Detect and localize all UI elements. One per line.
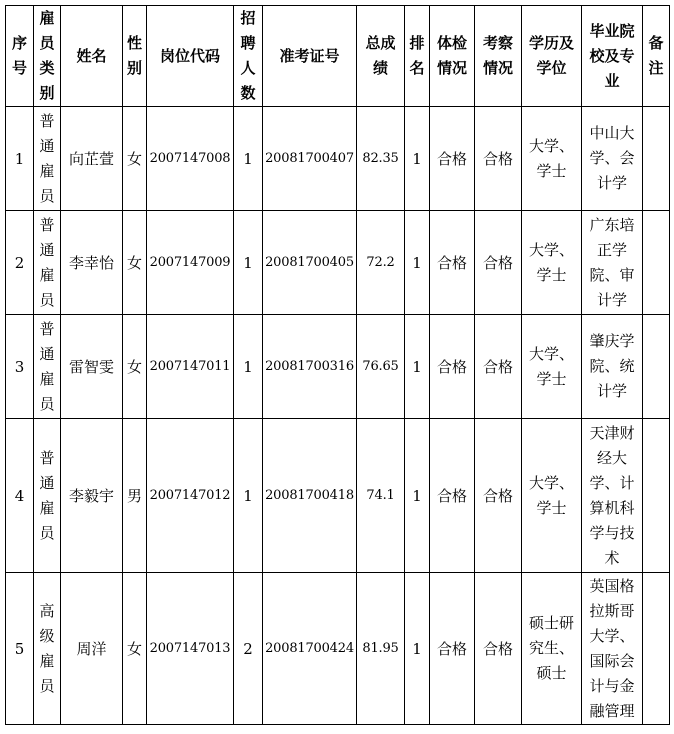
cell-school: 广东培正学院、审计学 (582, 211, 643, 315)
cell-school: 英国格拉斯哥大学、国际会计与金融管理 (582, 573, 643, 725)
cell-quota: 1 (234, 419, 263, 573)
cell-score: 72.2 (357, 211, 405, 315)
cell-check: 合格 (475, 419, 522, 573)
cell-school: 中山大学、会计学 (582, 107, 643, 211)
cell-post: 2007147008 (147, 107, 234, 211)
header-name: 姓名 (61, 6, 123, 107)
cell-type: 普通雇员 (34, 315, 61, 419)
cell-gender: 女 (123, 315, 147, 419)
table-row (6, 419, 670, 573)
cell-seq: 2 (6, 211, 34, 315)
cell-seq: 4 (6, 419, 34, 573)
header-ticket: 准考证号 (263, 6, 357, 107)
table-row (6, 211, 670, 315)
header-note: 备注 (643, 6, 670, 107)
table-row (6, 107, 670, 211)
cell-post: 2007147011 (147, 315, 234, 419)
cell-school: 肇庆学院、统计学 (582, 315, 643, 419)
cell-rank: 1 (405, 315, 430, 419)
table-row (6, 573, 670, 725)
cell-rank: 1 (405, 419, 430, 573)
cell-edu: 大学、学士 (522, 107, 582, 211)
header-exam: 体检情况 (430, 6, 475, 107)
header-score: 总成绩 (357, 6, 405, 107)
cell-gender: 女 (123, 107, 147, 211)
header-row (6, 6, 670, 107)
cell-type: 普通雇员 (34, 107, 61, 211)
cell-post: 2007147012 (147, 419, 234, 573)
cell-check: 合格 (475, 211, 522, 315)
cell-exam: 合格 (430, 419, 475, 573)
cell-ticket: 20081700424 (263, 573, 357, 725)
cell-name: 李毅宇 (61, 419, 123, 573)
cell-exam: 合格 (430, 211, 475, 315)
cell-gender: 男 (123, 419, 147, 573)
cell-score: 81.95 (357, 573, 405, 725)
cell-quota: 2 (234, 573, 263, 725)
cell-quota: 1 (234, 315, 263, 419)
cell-post: 2007147009 (147, 211, 234, 315)
cell-check: 合格 (475, 573, 522, 725)
header-school: 毕业院校及专业 (582, 6, 643, 107)
cell-type: 普通雇员 (34, 419, 61, 573)
cell-edu: 大学、学士 (522, 419, 582, 573)
cell-edu: 大学、学士 (522, 315, 582, 419)
cell-score: 74.1 (357, 419, 405, 573)
header-type: 雇员类别 (34, 6, 61, 107)
cell-note (643, 107, 670, 211)
cell-quota: 1 (234, 107, 263, 211)
cell-score: 76.65 (357, 315, 405, 419)
cell-rank: 1 (405, 211, 430, 315)
results-table (5, 5, 670, 725)
cell-rank: 1 (405, 107, 430, 211)
header-seq: 序号 (6, 6, 34, 107)
cell-edu: 硕士研究生、硕士 (522, 573, 582, 725)
cell-gender: 女 (123, 211, 147, 315)
header-gender: 性别 (123, 6, 147, 107)
cell-edu: 大学、学士 (522, 211, 582, 315)
cell-ticket: 20081700407 (263, 107, 357, 211)
cell-score: 82.35 (357, 107, 405, 211)
header-check: 考察情况 (475, 6, 522, 107)
cell-type: 高级雇员 (34, 573, 61, 725)
table-row (6, 315, 670, 419)
cell-school: 天津财经大学、计算机科学与技术 (582, 419, 643, 573)
cell-exam: 合格 (430, 107, 475, 211)
cell-ticket: 20081700418 (263, 419, 357, 573)
header-edu: 学历及学位 (522, 6, 582, 107)
cell-exam: 合格 (430, 573, 475, 725)
cell-note (643, 573, 670, 725)
header-post: 岗位代码 (147, 6, 234, 107)
cell-check: 合格 (475, 315, 522, 419)
cell-name: 雷智雯 (61, 315, 123, 419)
cell-ticket: 20081700405 (263, 211, 357, 315)
cell-seq: 3 (6, 315, 34, 419)
cell-name: 周洋 (61, 573, 123, 725)
cell-gender: 女 (123, 573, 147, 725)
cell-name: 向芷萱 (61, 107, 123, 211)
cell-post: 2007147013 (147, 573, 234, 725)
cell-note (643, 315, 670, 419)
cell-ticket: 20081700316 (263, 315, 357, 419)
header-quota: 招聘人数 (234, 6, 263, 107)
header-rank: 排名 (405, 6, 430, 107)
cell-type: 普通雇员 (34, 211, 61, 315)
cell-seq: 1 (6, 107, 34, 211)
cell-seq: 5 (6, 573, 34, 725)
cell-note (643, 211, 670, 315)
cell-rank: 1 (405, 573, 430, 725)
cell-name: 李幸怡 (61, 211, 123, 315)
cell-check: 合格 (475, 107, 522, 211)
cell-exam: 合格 (430, 315, 475, 419)
cell-quota: 1 (234, 211, 263, 315)
cell-note (643, 419, 670, 573)
